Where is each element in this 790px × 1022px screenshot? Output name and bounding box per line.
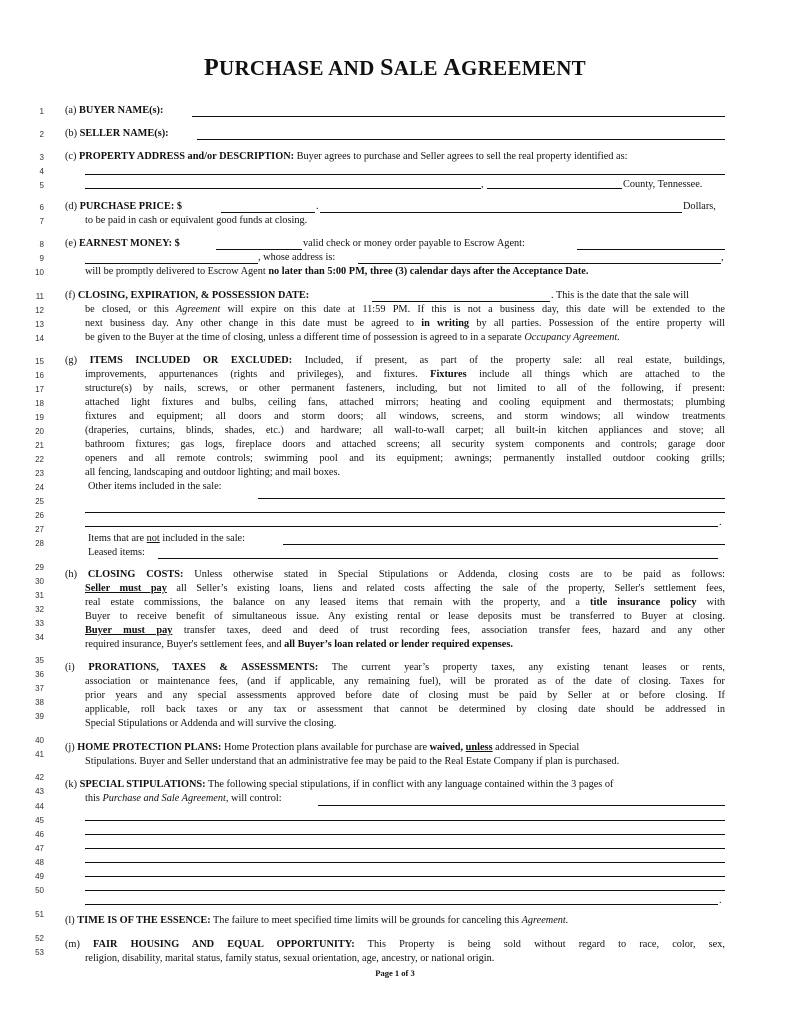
section-a-label: (a) BUYER NAME(s): (65, 105, 164, 116)
stipulations-period: . (719, 895, 722, 906)
line-number: 30 (35, 577, 44, 586)
section-h-label: (h) CLOSING COSTS: Unless otherwise stated in Special Stipulations or Addenda, closing costs are to be paid as follows: (65, 569, 726, 580)
not-included-label: Items that are not included in the sale: (88, 533, 245, 544)
fair-housing-line-53: religion, disability, marital status, family status, sexual orientation, age, ancestry, or national origin. (85, 953, 495, 964)
items-line-23: all fencing, landscaping and outdoor lighting; and mail boxes. (85, 467, 341, 478)
section-f-label: (f) CLOSING, EXPIRATION, & POSSESSION DATE: (65, 290, 310, 301)
line-number: 13 (35, 320, 44, 329)
line-number: 2 (39, 130, 44, 139)
leased-items-field[interactable] (158, 558, 718, 559)
closing-line-13: next business day. Any other change in this date must be agreed to in writing by all parties. Possession of the entire property will (85, 318, 725, 329)
purchase-price-words-field[interactable] (320, 212, 682, 213)
line-number: 5 (39, 181, 44, 190)
line-number: 37 (35, 684, 44, 693)
line-number: 7 (39, 217, 44, 226)
line-number: 34 (35, 633, 44, 642)
items-line-17: structure(s) by nails, screws, or other permanent fasteners, including, but not limited to all of the following, if present: (85, 383, 725, 394)
prorations-line-39: Special Stipulations or Addenda and will survive the closing. (85, 718, 337, 729)
costs-line-31: real estate commissions, the balance on any leased items that remain with the property, and a title insurance policy with (85, 597, 725, 608)
items-line-20: (draperies, curtains, blinds, shades, etc.) and hardware; all wall-to-wall carpet; all built-in kitchen appliances and stove; all (85, 425, 725, 436)
escrow-address-field[interactable] (358, 263, 721, 264)
whose-address-text: , whose address is: (258, 252, 336, 263)
section-d-label: (d) PURCHASE PRICE: $ (65, 201, 182, 212)
earnest-delivery-text: will be promptly delivered to Escrow Agent no later than 5:00 PM, three (3) calendar days after the Acceptance Date. (85, 266, 589, 277)
county-tennessee-text: County, Tennessee. (623, 179, 703, 190)
not-included-field[interactable] (283, 544, 725, 545)
purchase-price-field[interactable] (221, 212, 315, 213)
items-line-16: improvements, appurtenances (rights and privileges), and fixtures. Fixtures include all things which are attached to the (85, 369, 725, 380)
other-items-field-2[interactable] (85, 512, 725, 513)
purchase-price-terms: to be paid in cash or equivalent good funds at closing. (85, 215, 308, 226)
buyer-name-field[interactable] (192, 116, 725, 117)
line-number: 42 (35, 773, 44, 782)
closing-date-field[interactable] (372, 301, 550, 302)
property-county-field[interactable] (487, 188, 622, 189)
items-line-22: openers and all remote controls; swimming pool and its equipment; awnings; permanently installed outdoor cooking grills; (85, 453, 725, 464)
stipulations-field-4[interactable] (85, 848, 725, 849)
costs-line-33: Buyer must pay transfer taxes, deed and deed of trust recording fees, association transfer fees, hazard and any other (85, 625, 725, 636)
line-number: 36 (35, 670, 44, 679)
line-number: 28 (35, 539, 44, 548)
line-number: 18 (35, 399, 44, 408)
line-number: 31 (35, 591, 44, 600)
line-number: 10 (35, 268, 44, 277)
line-number: 8 (39, 240, 44, 249)
line-number: 52 (35, 934, 44, 943)
closing-line-14: be given to the Buyer at the time of closing, unless a different time of possession is agreed to in a separate Occupancy Agreement. (85, 332, 620, 343)
line-number: 26 (35, 511, 44, 520)
stipulations-field-5[interactable] (85, 862, 725, 863)
line-number: 12 (35, 306, 44, 315)
line-number: 14 (35, 334, 44, 343)
closing-line-12: be closed, or this Agreement will expire on this date at 11:59 PM. If this is not a business day, this date will be extended to the (85, 304, 725, 315)
purchase-price-dot: . (316, 201, 319, 212)
line-number: 4 (39, 167, 44, 176)
line-number: 48 (35, 858, 44, 867)
stipulations-field-6[interactable] (85, 876, 725, 877)
section-b-label: (b) SELLER NAME(s): (65, 128, 169, 139)
prorations-line-36: association or maintenance fees, (and if applicable, any remaining fuel), will be prorated as of the date of closing. Taxes for (85, 676, 725, 687)
costs-line-32: Buyer to receive benefit of simultaneous issue. Any existing rental or lease deposits must be transferred to Buyer at closing. (85, 611, 725, 622)
dollars-text: Dollars, (683, 201, 716, 212)
protection-line-41: Stipulations. Buyer and Seller understand that an administrative fee may be paid to the Real Estate Company if plan is purchased. (85, 756, 620, 767)
line-number: 47 (35, 844, 44, 853)
line-number: 40 (35, 736, 44, 745)
stipulations-field-3[interactable] (85, 834, 725, 835)
section-c-label: (c) PROPERTY ADDRESS and/or DESCRIPTION: Buyer agrees to purchase and Seller agrees to sell the real property identified as: (65, 151, 628, 162)
items-line-21: bathroom fixtures; gas logs, fireplace doors and attached screens; all security system components and controls; garage door (85, 439, 725, 450)
costs-line-34: required insurance, Buyer's settlement fees, and all Buyer’s loan related or lender required expenses. (85, 639, 513, 650)
section-e-label: (e) EARNEST MONEY: $ (65, 238, 180, 249)
leased-items-label: Leased items: (88, 547, 145, 558)
page-footer: Page 1 of 3 (375, 968, 415, 978)
stipulations-field-7[interactable] (85, 890, 725, 891)
stipulations-field-1[interactable] (318, 805, 725, 806)
other-items-label: Other items included in the sale: (88, 481, 222, 492)
section-k-label: (k) SPECIAL STIPULATIONS: The following special stipulations, if in conflict with any language contained within the 3 pages of (65, 779, 614, 790)
line-number: 38 (35, 698, 44, 707)
line-number: 22 (35, 455, 44, 464)
line-number: 19 (35, 413, 44, 422)
costs-line-30: Seller must pay all Seller’s existing loans, liens and related costs affecting the sale of the property, Seller's settlement fees, (85, 583, 726, 594)
line-number: 44 (35, 802, 44, 811)
line-number: 50 (35, 886, 44, 895)
line-number: 41 (35, 750, 44, 759)
other-items-field-1[interactable] (258, 498, 725, 499)
earnest-money-field[interactable] (216, 249, 302, 250)
line-number: 1 (39, 107, 44, 116)
property-comma: , (481, 179, 484, 190)
line-number: 29 (35, 563, 44, 572)
line-number: 43 (35, 787, 44, 796)
line-number: 23 (35, 469, 44, 478)
section-j-label: (j) HOME PROTECTION PLANS: Home Protection plans available for purchase are waived, unless addressed in Special (65, 742, 580, 753)
document-title: PURCHASE AND SALE AGREEMENT (204, 55, 586, 81)
property-address-field-1[interactable] (85, 174, 725, 175)
section-l-label: (l) TIME IS OF THE ESSENCE: The failure to meet specified time limits will be grounds for canceling this Agreement. (65, 915, 569, 926)
line-number: 11 (35, 292, 44, 301)
section-g-label: (g) ITEMS INCLUDED OR EXCLUDED: Included, if present, as part of the property sale: all real estate, buildings, (65, 355, 725, 366)
line-number: 32 (35, 605, 44, 614)
seller-name-field[interactable] (197, 139, 725, 140)
line-number: 3 (39, 153, 44, 162)
property-address-field-2[interactable] (85, 188, 481, 189)
line-number: 15 (35, 357, 44, 366)
escrow-agent-name-field[interactable] (85, 263, 258, 264)
line-number: 16 (35, 371, 44, 380)
items-line-18: attached light fixtures and bulbs, ceiling fans, attached mirrors; heating and cooling equipment and thermostats; plumbing (85, 397, 725, 408)
line-number: 20 (35, 427, 44, 436)
closing-date-text: . This is the date that the sale will (551, 290, 689, 301)
line-number: 51 (35, 910, 44, 919)
line-number: 33 (35, 619, 44, 628)
line-number: 24 (35, 483, 44, 492)
stipulations-field-8[interactable] (85, 904, 718, 905)
line-number: 17 (35, 385, 44, 394)
line-number: 45 (35, 816, 44, 825)
other-items-field-3[interactable] (85, 526, 718, 527)
line-number: 6 (39, 203, 44, 212)
escrow-comma: , (721, 252, 724, 263)
section-m-label: (m) FAIR HOUSING AND EQUAL OPPORTUNITY: This Property is being sold without regard to race, color, sex, (65, 939, 725, 950)
stipulations-line-43: this Purchase and Sale Agreement, will control: (85, 793, 282, 804)
line-number: 49 (35, 872, 44, 881)
line-number: 39 (35, 712, 44, 721)
line-number: 27 (35, 525, 44, 534)
earnest-money-text: valid check or money order payable to Escrow Agent: (303, 238, 525, 249)
prorations-line-38: applicable, roll back taxes or any tax or assessment that cannot be determined by closing date should be addressed in (85, 704, 725, 715)
line-number: 46 (35, 830, 44, 839)
prorations-line-37: prior years and any special assessments approved before date of closing must be paid by Seller at or before closing. If (85, 690, 725, 701)
escrow-agent-field[interactable] (577, 249, 725, 250)
line-number: 35 (35, 656, 44, 665)
section-i-label: (i) PRORATIONS, TAXES & ASSESSMENTS: The current year’s property taxes, any existing tenant leases or rents, (65, 662, 726, 673)
stipulations-field-2[interactable] (85, 820, 725, 821)
line-number: 9 (39, 254, 44, 263)
line-number: 21 (35, 441, 44, 450)
line-number: 25 (35, 497, 44, 506)
other-items-period: . (719, 517, 722, 528)
items-line-19: fixtures and equipment; all doors and storm doors; all windows, screens, and storm windows; all window treatments (85, 411, 725, 422)
line-number: 53 (35, 948, 44, 957)
